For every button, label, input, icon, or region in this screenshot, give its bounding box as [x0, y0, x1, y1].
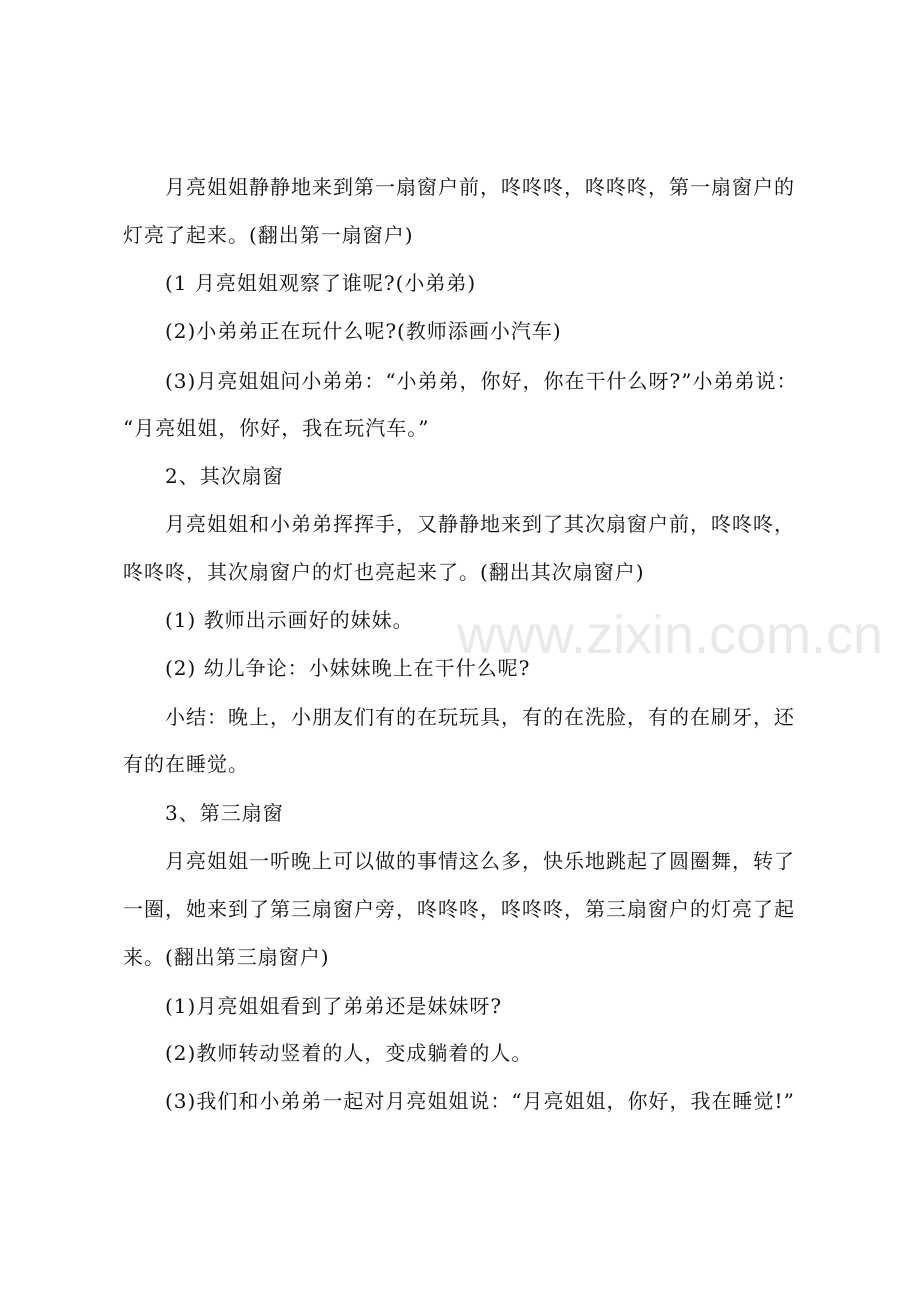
summary-line-2: 有的在睡觉。 [123, 752, 249, 776]
list-item-2: (2)小弟弟正在玩什么呢?(教师添画小汽车) [165, 319, 562, 343]
paragraph-3-line-2: 一圈，她来到了第三扇窗户旁，咚咚咚，咚咚咚，第三扇窗户的灯亮了起 [123, 897, 795, 921]
list-item-7: (2)教师转动竖着的人，变成躺着的人。 [165, 1041, 533, 1065]
paragraph-2-line-1: 月亮姐姐和小弟弟挥挥手，又静静地来到了其次扇窗户前，咚咚咚， [165, 512, 795, 536]
list-item-4: (1) 教师出示画好的妹妹。 [165, 608, 414, 632]
watermark-text: www.zixin.com.cn [457, 605, 884, 665]
list-item-8: (3)我们和小弟弟一起对月亮姐姐说：“月亮姐姐，你好，我在睡觉!” [165, 1089, 795, 1113]
summary-line-1: 小结：晚上，小朋友们有的在玩玩具，有的在洗脸，有的在刷牙，还 [165, 705, 795, 729]
list-item-6: (1)月亮姐姐看到了弟弟还是妹妹呀? [165, 994, 503, 1018]
list-item-5: (2) 幼儿争论：小妹妹晚上在干什么呢? [165, 656, 531, 680]
paragraph-2-line-2: 咚咚咚，其次扇窗户的灯也亮起来了。(翻出其次扇窗户) [123, 560, 645, 584]
paragraph-1-line-1: 月亮姐姐静静地来到第一扇窗户前，咚咚咚，咚咚咚，第一扇窗户的 [165, 175, 795, 199]
paragraph-1-line-2: 灯亮了起来。(翻出第一扇窗户) [123, 223, 414, 247]
paragraph-3-line-1: 月亮姐姐一听晚上可以做的事情这么多，快乐地跳起了圆圈舞，转了 [165, 849, 795, 873]
list-item-3-line-1: (3)月亮姐姐问小弟弟：“小弟弟，你好，你在干什么呀?”小弟弟说： [165, 369, 798, 393]
paragraph-3-line-3: 来。(翻出第三扇窗户) [123, 945, 330, 969]
list-item-1: (1 月亮姐姐观察了谁呢?(小弟弟) [165, 271, 477, 295]
list-item-3-line-2: “月亮姐姐，你好，我在玩汽车。” [123, 416, 430, 440]
section-heading-2: 2、其次扇窗 [165, 464, 284, 488]
section-heading-3: 3、第三扇窗 [165, 801, 284, 825]
